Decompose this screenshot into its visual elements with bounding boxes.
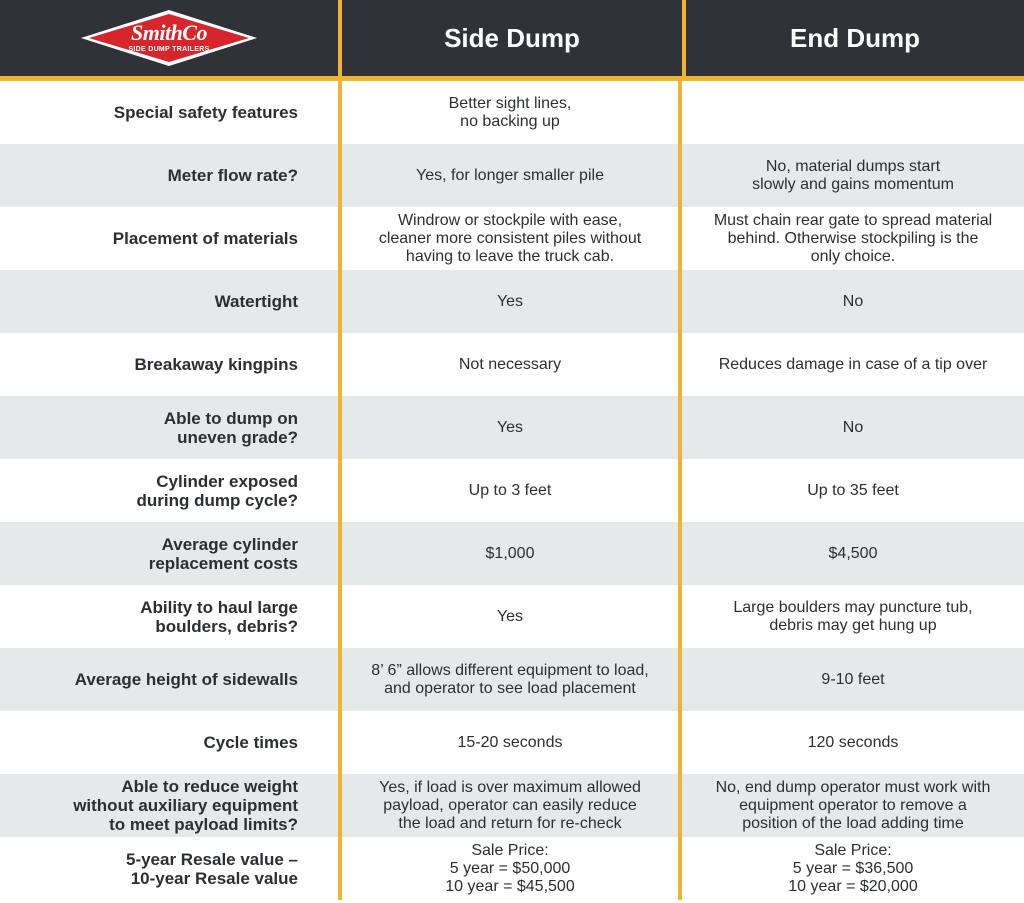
table-row (0, 585, 1024, 648)
table-row (0, 144, 1024, 207)
end-dump-value: Sale Price: 5 year = $36,500 10 year = $20,000 (678, 837, 1024, 900)
side-dump-value: Yes (338, 270, 678, 333)
row-label: Able to reduce weight without auxiliary equipment to meet payload limits? (73, 777, 298, 834)
end-dump-value: 9-10 feet (678, 648, 1024, 711)
end-dump-value: Reduces damage in case of a tip over (678, 333, 1024, 396)
table-row (0, 333, 1024, 396)
row-label: Special safety features (113, 103, 298, 122)
logo-tagline: SIDE DUMP TRAILERS (128, 46, 210, 53)
table-row (0, 207, 1024, 270)
row-label: Ability to haul large boulders, debris? (140, 597, 298, 636)
side-dump-value: Yes, for longer smaller pile (338, 144, 678, 207)
end-dump-value (678, 81, 1024, 144)
table-row (0, 711, 1024, 774)
row-label: Able to dump on uneven grade? (163, 408, 298, 447)
table-header (0, 0, 1024, 81)
column-header-end-dump: End Dump (682, 0, 1024, 76)
end-dump-value: No, end dump operator must work with equipment operator to remove a position of the load adding time (678, 774, 1024, 837)
end-dump-value: Up to 35 feet (678, 459, 1024, 522)
table-row (0, 522, 1024, 585)
table-row (0, 396, 1024, 459)
row-label: 5-year Resale value – 10-year Resale value (125, 849, 298, 888)
table-row (0, 774, 1024, 837)
side-dump-value: Up to 3 feet (338, 459, 678, 522)
side-dump-value: Yes, if load is over maximum allowed payload, operator can easily reduce the load and return for re-check (338, 774, 678, 837)
column-header-side-dump: Side Dump (338, 0, 682, 76)
side-dump-value: Windrow or stockpile with ease, cleaner more consistent piles without having to leave the truck cab. (338, 207, 678, 270)
side-dump-value: $1,000 (338, 522, 678, 585)
end-dump-value: No (678, 270, 1024, 333)
smithco-logo (79, 8, 259, 68)
side-dump-value: Sale Price: 5 year = $50,000 10 year = $45,500 (338, 837, 678, 900)
row-label: Cylinder exposed during dump cycle? (136, 471, 298, 510)
end-dump-value: $4,500 (678, 522, 1024, 585)
table-row (0, 837, 1024, 900)
table-row (0, 459, 1024, 522)
side-dump-value: 15-20 seconds (338, 711, 678, 774)
side-dump-value: 8’ 6” allows different equipment to load, and operator to see load placement (338, 648, 678, 711)
row-label: Watertight (214, 292, 298, 311)
logo-cell (0, 0, 338, 76)
table-row (0, 81, 1024, 144)
row-label: Placement of materials (112, 229, 298, 248)
side-dump-value: Better sight lines, no backing up (338, 81, 678, 144)
table-body (0, 81, 1024, 900)
end-dump-value: Large boulders may puncture tub, debris may get hung up (678, 585, 1024, 648)
table-row (0, 270, 1024, 333)
row-label: Average height of sidewalls (74, 670, 298, 689)
end-dump-value: No, material dumps start slowly and gains momentum (678, 144, 1024, 207)
row-label: Average cylinder replacement costs (148, 534, 298, 573)
side-dump-value: Not necessary (338, 333, 678, 396)
table-row (0, 648, 1024, 711)
row-label: Meter flow rate? (167, 166, 298, 185)
logo-name: SmithCo (131, 20, 207, 45)
end-dump-value: Must chain rear gate to spread material behind. Otherwise stockpiling is the only choice. (678, 207, 1024, 270)
end-dump-value: 120 seconds (678, 711, 1024, 774)
side-dump-value: Yes (338, 585, 678, 648)
side-dump-value: Yes (338, 396, 678, 459)
row-label: Breakaway kingpins (134, 355, 298, 374)
row-label: Cycle times (203, 733, 298, 752)
end-dump-value: No (678, 396, 1024, 459)
